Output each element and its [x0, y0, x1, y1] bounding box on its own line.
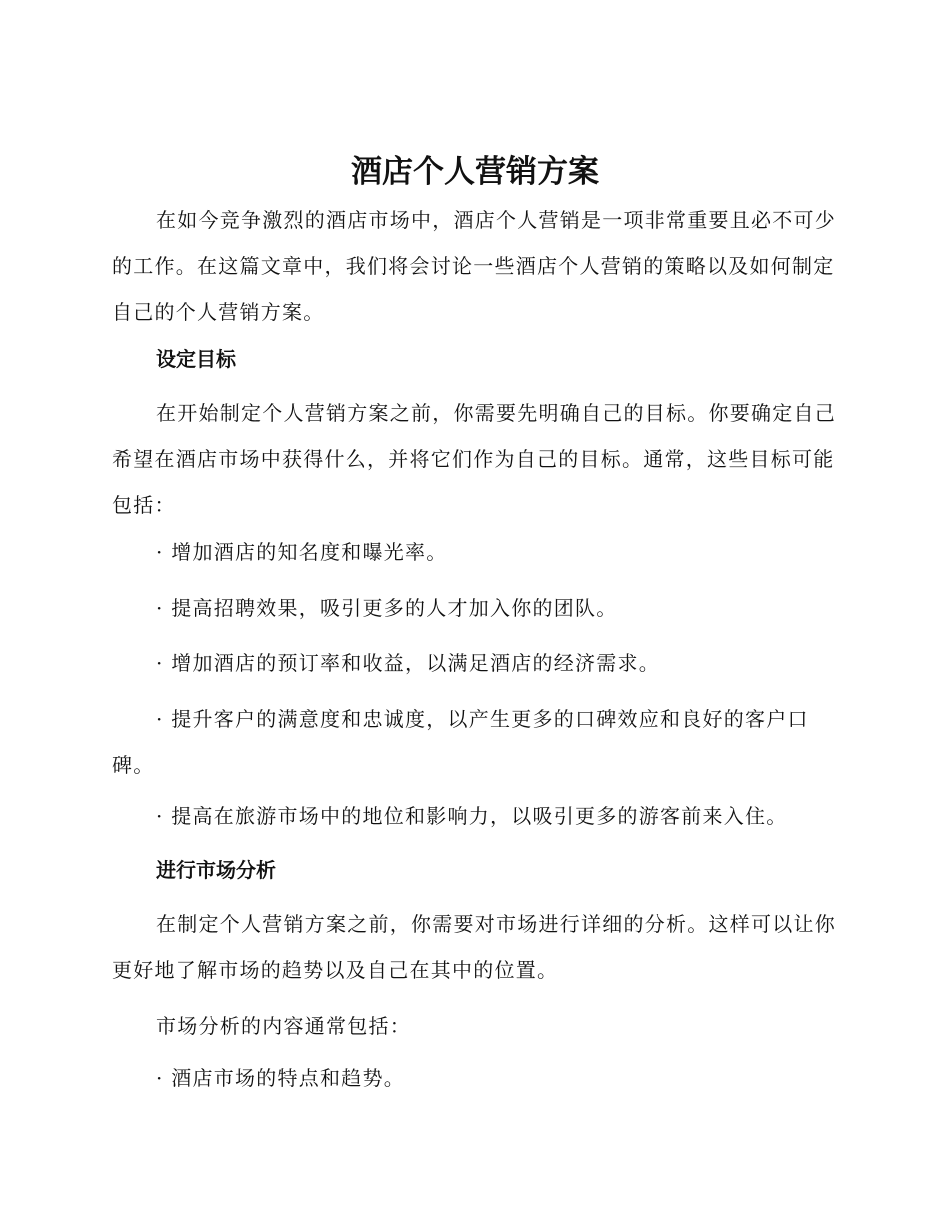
intro-paragraph: 在如今竞争激烈的酒店市场中，酒店个人营销是一项非常重要且必不可少的工作。在这篇文章中，我们将会讨论一些酒店个人营销的策略以及如何制定自己的个人营销方案。 [112, 208, 836, 324]
goal-bullet: · 提高在旅游市场中的地位和影响力，以吸引更多的游客前来入住。 [156, 804, 788, 828]
goals-paragraph: 在开始制定个人营销方案之前，你需要先明确自己的目标。你要确定自己希望在酒店市场中获得什么，并将它们作为自己的目标。通常，这些目标可能包括： [112, 401, 836, 517]
section-heading-goals: 设定目标 [156, 347, 236, 371]
market-analysis-paragraph: 在制定个人营销方案之前，你需要对市场进行详细的分析。这样可以让你更好地了解市场的趋势以及自己在其中的位置。 [112, 912, 836, 982]
section-heading-market-analysis: 进行市场分析 [156, 858, 276, 882]
goal-bullet: · 增加酒店的知名度和曝光率。 [156, 540, 448, 564]
document-title: 酒店个人营销方案 [351, 154, 599, 190]
market-analysis-list-intro: 市场分析的内容通常包括： [156, 1014, 411, 1038]
goal-bullet: · 提升客户的满意度和忠诚度，以产生更多的口碑效应和良好的客户口碑。 [112, 707, 809, 777]
market-analysis-bullet: · 酒店市场的特点和趋势。 [156, 1066, 405, 1090]
goal-bullet: · 提高招聘效果，吸引更多的人才加入你的团队。 [156, 596, 618, 620]
goal-bullet: · 增加酒店的预订率和收益，以满足酒店的经济需求。 [156, 651, 660, 675]
